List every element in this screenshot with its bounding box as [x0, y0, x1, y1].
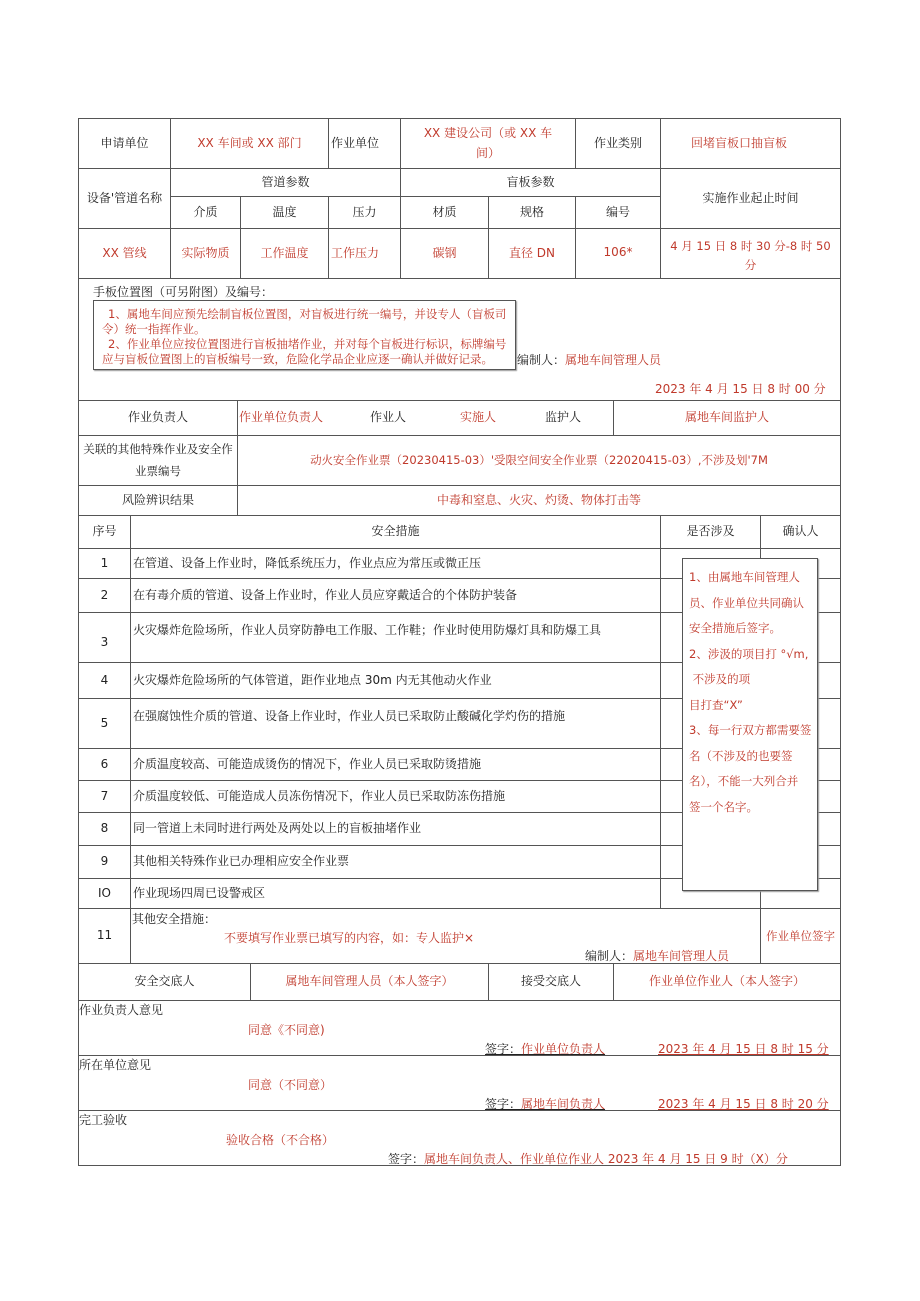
briefing-giver-value[interactable]: 属地车间管理人员（本人签字）: [250, 963, 489, 1001]
work-type-label: 作业类别: [575, 118, 661, 169]
measure-no: 4: [78, 662, 131, 699]
worker-label: 作业人: [370, 410, 407, 424]
apply-unit-label: 申请单位: [78, 118, 171, 169]
measure-no: 1: [78, 548, 131, 579]
header-number: 编号: [575, 196, 661, 229]
confirm-note-line: 安全措施后签字。: [689, 621, 781, 635]
work-unit-sign[interactable]: 作业单位签字: [760, 908, 841, 964]
confirm-note: [682, 558, 818, 891]
header-pressure: 压力: [328, 196, 401, 229]
header-medium: 介质: [170, 196, 241, 229]
measure-no: 7: [78, 780, 131, 813]
confirm-note-line: 目打查“X”: [689, 697, 743, 712]
pressure-value[interactable]: 工作压力: [328, 228, 401, 279]
measure-text: 在有毒介质的管道、设备上作业时，作业人员应穿戴适合的个体防护装备: [130, 578, 661, 613]
leader-value[interactable]: 作业单位负责人: [239, 410, 324, 424]
work-type-value[interactable]: 回堵盲板口抽盲板: [660, 118, 841, 169]
medium-value[interactable]: 实际物质: [170, 228, 241, 279]
measure-no: 6: [78, 748, 131, 781]
diagram-note-line-1: 1、属地车间应预先绘制盲板位置图，对盲板进行统一编号，并设专人（盲板司令）统一指挥作业。: [102, 307, 507, 336]
measure-text: 火灾爆炸危险场所的气体管道，距作业地点 30m 内无其他动火作业: [130, 662, 661, 699]
related-value[interactable]: 动火安全作业票（20230415-03）'受限空间安全作业票（22020415-03）,不涉及划'7M: [237, 435, 841, 486]
measure-no: 5: [78, 698, 131, 749]
worker-value[interactable]: 实施人: [460, 410, 497, 424]
header-temperature: 温度: [240, 196, 329, 229]
time-value[interactable]: 4 月 15 日 8 时 30 分-8 时 50 分: [660, 228, 841, 279]
time-label: 实施作业起止时间: [660, 168, 841, 229]
unit-sign-label: 签字：: [485, 1097, 522, 1111]
unit-opinion-value[interactable]: 同意（不同意）: [248, 1078, 333, 1092]
header-confirmer: 确认人: [760, 515, 841, 549]
measure-text: 作业现场四周已设警戒区: [130, 878, 661, 909]
briefing-receiver-label: 接受交底人: [488, 963, 614, 1001]
header-measure: 安全措施: [130, 515, 661, 549]
leader-opinion-value[interactable]: 同意《不同意): [248, 1023, 325, 1037]
briefing-receiver-value[interactable]: 作业单位作业人（本人签字）: [613, 963, 841, 1001]
confirm-note-line: 不涉及的项: [689, 672, 751, 686]
measure-text: 在强腐蚀性介质的管道、设备上作业时，作业人员已采取防止酸碱化学灼伤的措施: [130, 698, 661, 749]
leader-opinion-label: 作业负责人意见: [79, 1003, 164, 1017]
material-value[interactable]: 碳钢: [400, 228, 489, 279]
number-value[interactable]: 106*: [575, 228, 661, 279]
measure-no: 9: [78, 845, 131, 879]
confirm-note-line: 名（不涉及的也要签: [689, 748, 793, 763]
briefing-giver-label: 安全交底人: [78, 963, 251, 1001]
measure-no: 11: [78, 908, 131, 964]
measure-text: 同一管道上未同时进行两处及两处以上的盲板抽堵作业: [130, 812, 661, 846]
apply-unit-value[interactable]: XX 车间或 XX 部门: [170, 118, 329, 169]
equipment-label: 设备'管道名称: [78, 168, 171, 229]
leader-sign-label: 签字：: [485, 1042, 522, 1056]
other-measures-editor-value[interactable]: 属地车间管理人员: [633, 949, 730, 963]
other-measures-editor-label: 编制人：: [585, 949, 634, 963]
confirm-note-line: 1、由属地车间管理人: [689, 570, 800, 584]
measure-no: 3: [78, 612, 131, 663]
measure-text: 其他相关特殊作业已办理相应安全作业票: [130, 845, 661, 879]
unit-sign-value[interactable]: 属地车间负责人: [521, 1097, 606, 1111]
risk-value[interactable]: 中毒和窒息、火灾、灼烫、物体打击等: [237, 485, 841, 516]
other-measures-label: 其他安全措施：: [132, 912, 217, 926]
work-unit-label: 作业单位: [328, 118, 401, 169]
acceptance-sign: [388, 1151, 788, 1168]
measure-no: 2: [78, 578, 131, 613]
measure-text: 在管道、设备上作业时，降低系统压力，作业点应为常压或微正压: [130, 548, 661, 579]
header-no: 序号: [78, 515, 131, 549]
measure-text: 介质温度较低、可能造成人员冻伤情况下，作业人员已采取防冻伤措施: [130, 780, 661, 813]
leader-sign-value[interactable]: 作业单位负责人: [521, 1042, 606, 1056]
blind-params-label: 盲板参数: [400, 168, 661, 197]
confirm-note-line: 名），不能一大列合并: [689, 774, 799, 788]
risk-label: 风险辨识结果: [78, 485, 238, 516]
diagram-note: [93, 300, 516, 370]
measure-text: 介质温度较高、可能造成烫伤的情况下，作业人员已采取防烫措施: [130, 748, 661, 781]
spec-value[interactable]: 直径 DN: [488, 228, 576, 279]
equipment-value[interactable]: XX 管线: [78, 228, 171, 279]
temperature-value[interactable]: 工作温度: [240, 228, 329, 279]
measure-text: 火灾爆炸危险场所，作业人员穿防静电工作服、工作鞋；作业时使用防爆灯具和防爆工具: [130, 612, 661, 663]
measure-no: 8: [78, 812, 131, 846]
pipe-params-label: 管道参数: [170, 168, 401, 197]
acceptance-sign-label: 签字：: [388, 1152, 425, 1166]
confirm-note-line: 签一个名字。: [689, 799, 758, 814]
unit-opinion-datetime[interactable]: 2023 年 4 月 15 日 8 时 20 分: [658, 1097, 829, 1111]
diagram-label: 手板位置图（可另附图）及编号：: [93, 285, 274, 299]
diagram-editor-label: 编制人：: [517, 353, 566, 367]
header-involved: 是否涉及: [660, 515, 761, 549]
work-unit-value[interactable]: XX 建设公司（或 XX 车间）: [400, 118, 576, 169]
leader-label: 作业负责人: [78, 400, 238, 436]
header-material: 材质: [400, 196, 489, 229]
guardian-label: 监护人: [545, 410, 582, 424]
acceptance-label: 完工验收: [79, 1113, 128, 1127]
header-spec: 规格: [488, 196, 576, 229]
diagram-editor: [517, 352, 661, 369]
related-label: 关联的其他特殊作业及安全作业票编号: [78, 435, 238, 486]
guardian-value[interactable]: 属地车间监护人: [613, 400, 841, 436]
confirm-note-line: 3、每一行双方都需要签: [689, 723, 812, 737]
acceptance-sign-value[interactable]: 属地车间负责人、作业单位作业人 2023 年 4 月 15 日 9 时（X）分: [424, 1152, 788, 1166]
unit-opinion-label: 所在单位意见: [79, 1058, 152, 1072]
leader-opinion-datetime[interactable]: 2023 年 4 月 15 日 8 时 15 分: [658, 1042, 829, 1056]
acceptance-value[interactable]: 验收合格（不合格）: [226, 1133, 335, 1147]
diagram-editor-value[interactable]: 属地车间管理人员: [565, 353, 662, 367]
diagram-datetime[interactable]: 2023 年 4 月 15 日 8 时 00 分: [655, 382, 826, 396]
confirm-note-line: 员、作业单位共同确认: [689, 595, 804, 610]
confirm-note-line: 2、涉汲的项目打 °√m,: [689, 646, 809, 661]
other-measures-value[interactable]: 不要填写作业票已填写的内容，如：专人监护×: [224, 931, 475, 945]
measure-no: IO: [78, 878, 131, 909]
diagram-note-line-2: 2、作业单位应按位置图进行盲板抽堵作业，并对每个盲板进行标识，标牌编号应与盲板位置图上的盲板编号一致，危险化学品企业应逐一确认并做好记录。: [102, 336, 507, 366]
